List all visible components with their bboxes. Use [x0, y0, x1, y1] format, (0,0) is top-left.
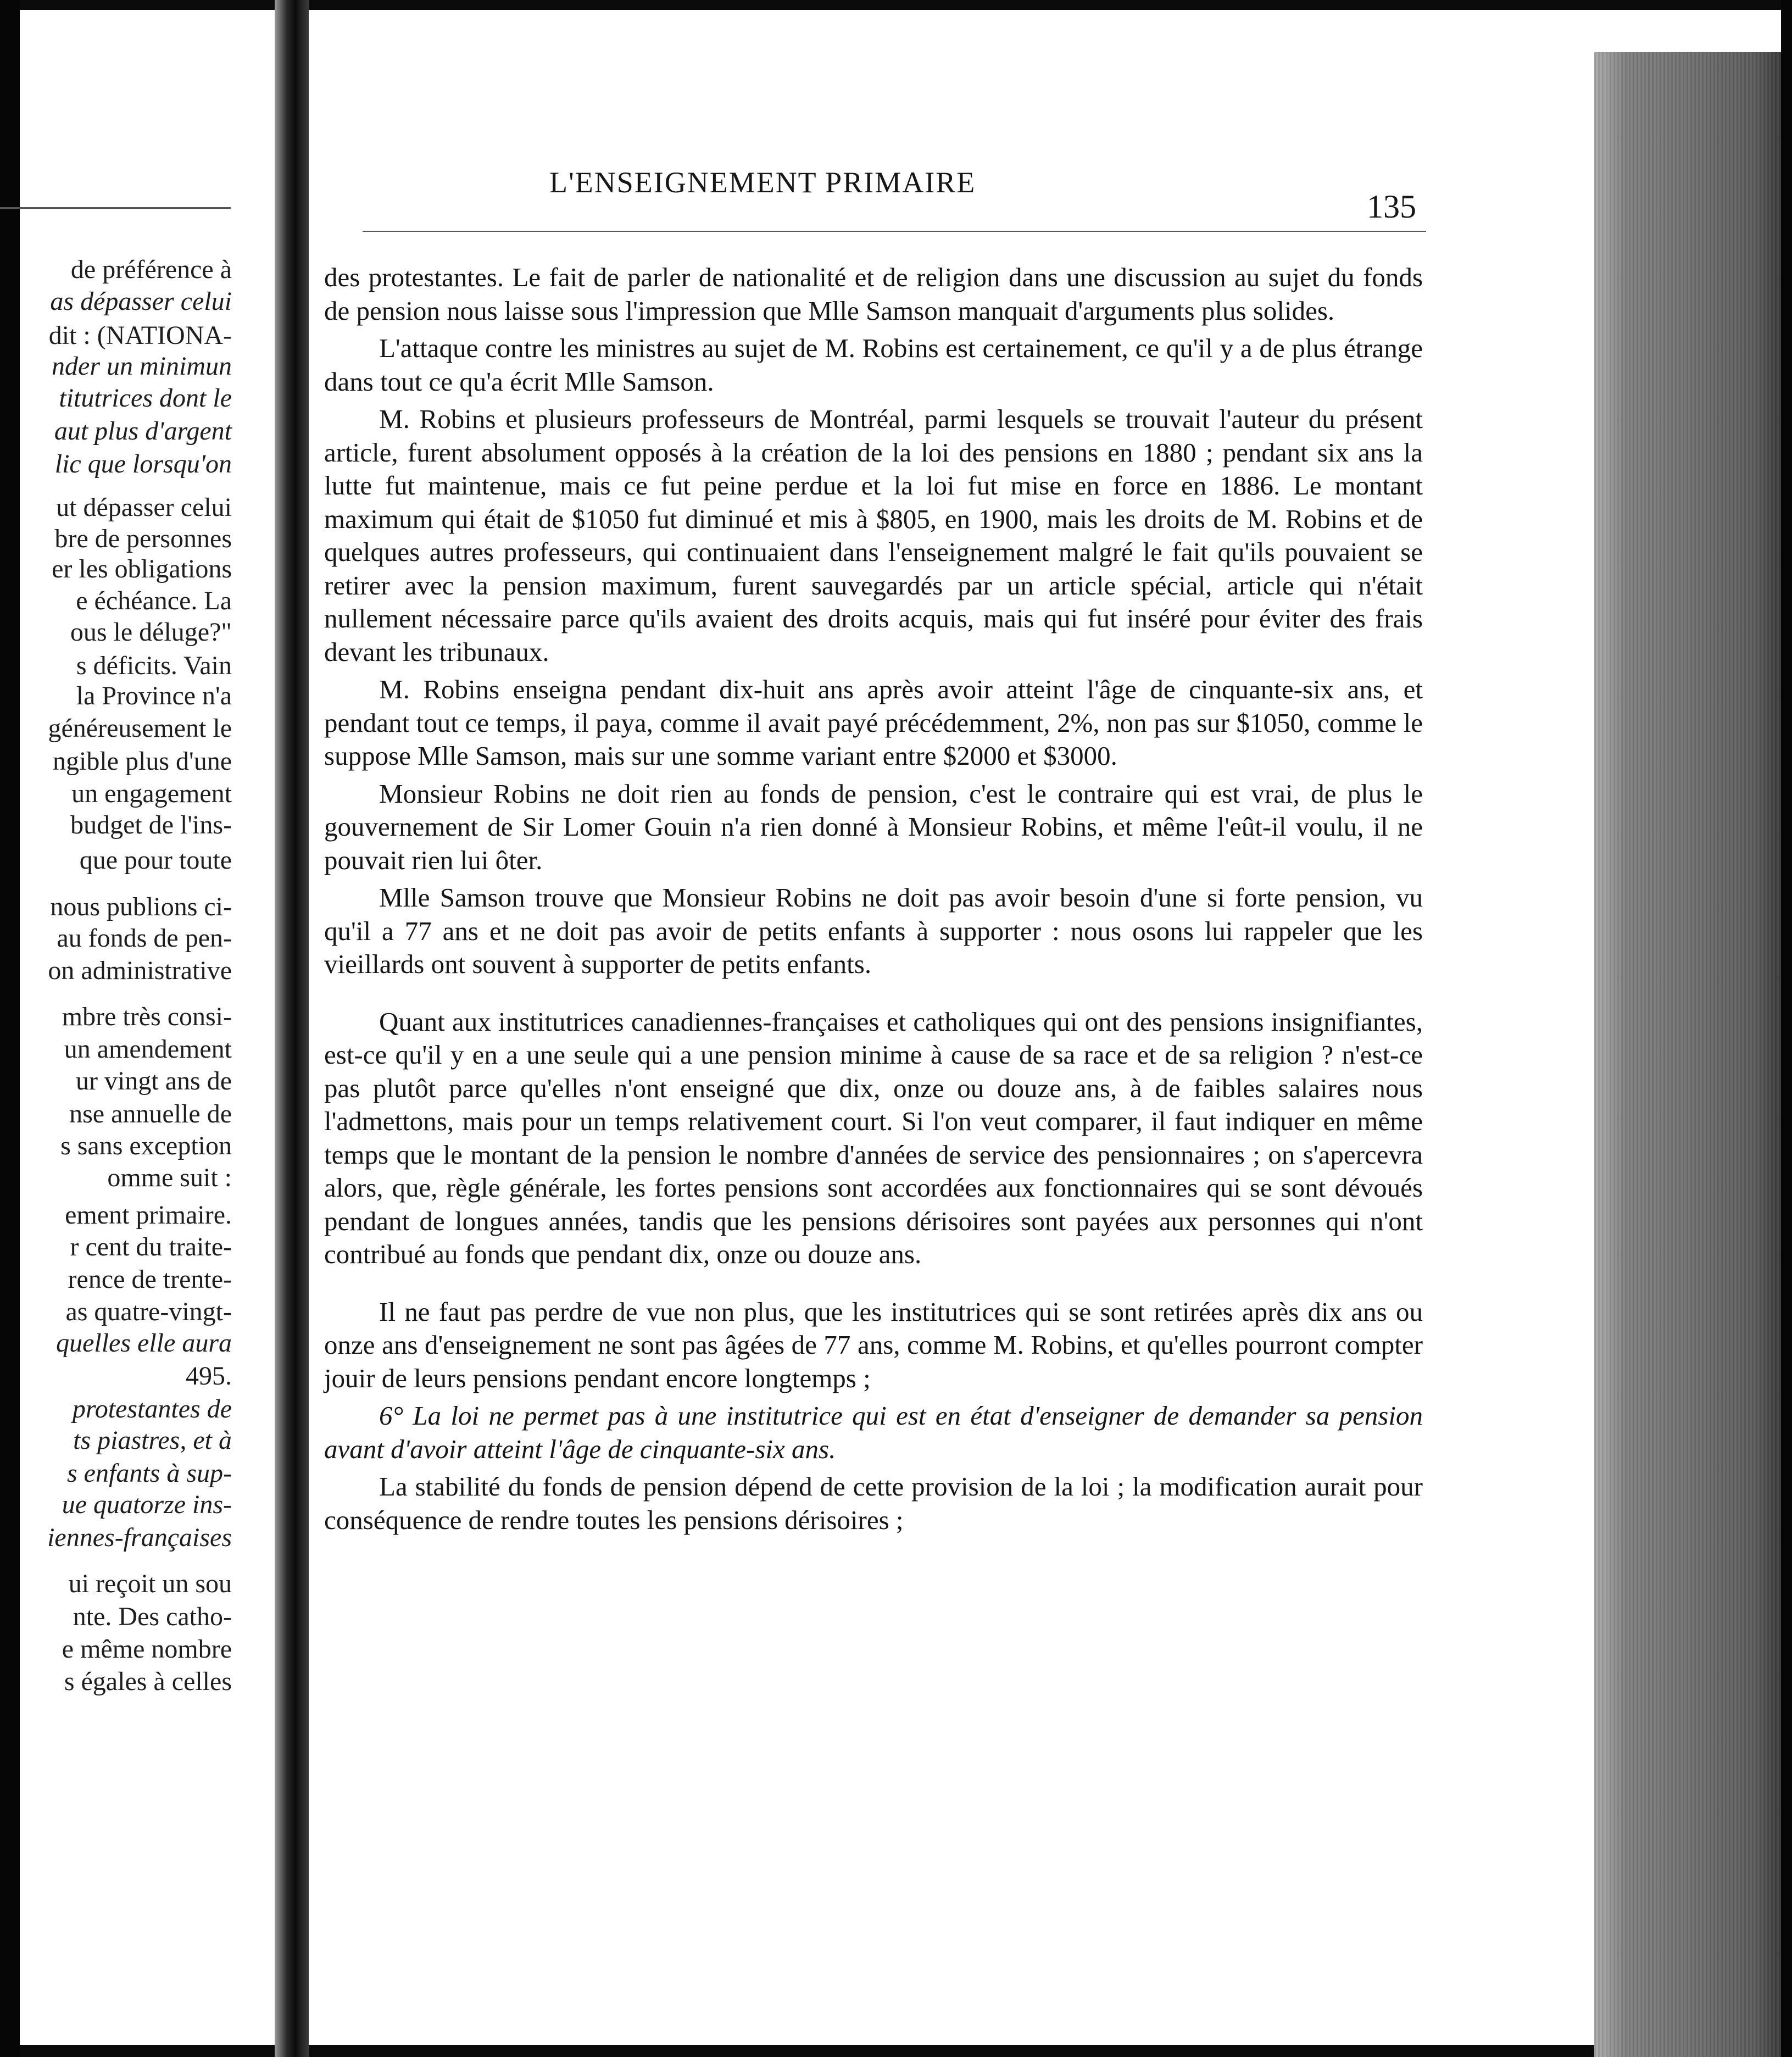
paragraph-dix-huit-ans: M. Robins enseigna pendant dix-huit ans après avoir atteint l'âge de cinquante-six ans, et pendant tout ce temps, il paya, comme il avait payé précédemment, 2%, non pas sur $1050, comme le suppose Mlle Samson, mais sur une somme variant entre $2000 et $3000. — [324, 674, 1423, 771]
facing-page-line: la Province n'a — [76, 681, 232, 710]
facing-page-line: un engagement — [71, 779, 232, 808]
facing-page-line: ts piastres, et à — [73, 1426, 232, 1455]
facing-page-line: que pour toute — [79, 846, 232, 875]
facing-page-line: ngible plus d'une — [53, 747, 232, 776]
facing-page-line: nte. Des catho- — [73, 1602, 232, 1631]
paragraph-article-6: 6° La loi ne permet pas à une institutrice qui est en état d'enseigner de demander sa pension avant d'avoir atteint l'âge de cinquante-six ans. — [324, 1400, 1423, 1464]
facing-page-rule — [0, 207, 231, 209]
facing-page-line: as quatre-vingt- — [65, 1297, 232, 1326]
facing-page-line: dit : (NATIONA- — [48, 321, 232, 350]
facing-page-line: er les obligations — [52, 554, 232, 583]
facing-page-line: nder un minimun — [52, 352, 232, 381]
facing-page-line: ui reçoit un sou — [68, 1569, 232, 1598]
facing-page-line: un amendement — [64, 1035, 232, 1064]
paragraph-perdre-de-vue: Il ne faut pas perdre de vue non plus, que les institutrices qui se sont retirées après dix ans ou onze ans d'enseignement ne sont pas âgées de 77 ans, comme M. Robins, et qu'elles pourront compter jouir de leurs pensions pendant encore longtemps ; — [324, 1296, 1423, 1393]
facing-page-line: protestantes de — [72, 1394, 232, 1424]
facing-page-line: e échéance. La — [76, 586, 232, 615]
facing-page-line: ur vingt ans de — [76, 1066, 232, 1096]
facing-page-line: ue quatorze ins- — [62, 1490, 232, 1519]
facing-page-line: s déficits. Vain — [76, 651, 232, 680]
paragraph-institutrices: Quant aux institutrices canadiennes-françaises et catholiques qui ont des pensions insignifiantes, est-ce qu'il y en a une seule qui a une pension minime à cause de sa race et de sa religion ? n'est-ce pas plutôt parce qu'elles n'ont enseigné que dix, onze ou douze ans, à de faibles salaires nous l'admettons, mais pour un temps relativement court. Si l'on veut comparer, il faut indiquer en même temps que le montant de la pension le nombre d'années de service des pensionnaires ; on s'apercevra alors, que, règle générale, les fortes pensions sont accordées aux fonctionnaires qui se sont dévoués pendant de longues années, tandis que les pensions dérisoires sont payées aux personnes qui n'ont contribué au fonds que pendant dix, onze ou douze ans. — [324, 1006, 1423, 1269]
facing-page-line: budget de l'ins- — [70, 810, 232, 840]
facing-page-line: s égales à celles — [64, 1667, 232, 1696]
facing-page-line: nse annuelle de — [69, 1099, 232, 1128]
facing-page-fragment — [0, 0, 275, 2057]
paragraph-attaque: L'attaque contre les ministres au sujet de M. Robins est certainement, ce qu'il y a de plus étrange dans tout ce qu'a écrit Mlle Samson. — [324, 333, 1423, 397]
page-number: 135 — [1367, 188, 1416, 225]
paragraph-petits-enfants: Mlle Samson trouve que Monsieur Robins ne doit pas avoir besoin d'une si forte pension, vu qu'il a 77 ans et ne doit pas avoir de petits enfants à supporter : nous osons lui rappeler que les vieillards ont souvent à supporter de petits enfants. — [324, 882, 1423, 979]
facing-page-line: titutrices dont le — [59, 383, 232, 413]
facing-page-line: omme suit : — [107, 1163, 232, 1192]
facing-page-line: 495. — [186, 1361, 232, 1391]
facing-page-line: iennes-françaises — [47, 1523, 232, 1552]
facing-page-line: e même nombre — [62, 1635, 232, 1664]
facing-page-line: mbre très consi- — [62, 1002, 232, 1031]
facing-page-line: on administrative — [48, 956, 232, 985]
facing-page-line: s sans exception — [60, 1131, 232, 1160]
facing-page-line: r cent du traite- — [70, 1232, 232, 1261]
running-head-title: L'ENSEIGNEMENT PRIMAIRE — [549, 166, 976, 199]
paragraph-continuation: des protestantes. Le fait de parler de nationalité et de religion dans une discussion au sujet du fonds de pension nous laisse sous l'impression que Mlle Samson manquait d'arguments plus solides. — [324, 262, 1423, 326]
facing-page-line: lic que lorsqu'on — [54, 449, 232, 479]
facing-page-line: rence de trente- — [68, 1265, 232, 1294]
facing-page-line: ement primaire. — [65, 1200, 232, 1230]
facing-page-line: as dépasser celui — [50, 287, 232, 316]
facing-page-line: bre de personnes — [54, 524, 232, 553]
facing-page-line: s enfants à sup- — [67, 1459, 232, 1488]
paragraph-rien-au-fonds: Monsieur Robins ne doit rien au fonds de pension, c'est le contraire qui est vrai, de plus le gouvernement de Sir Lomer Gouin n'a rien donné à Monsieur Robins, et même l'eût-il voulu, il ne pouvait rien lui ôter. — [324, 778, 1423, 875]
facing-page-line: aut plus d'argent — [54, 416, 232, 446]
page-fore-edge — [1594, 52, 1781, 2057]
facing-page-line: nous publions ci- — [50, 892, 232, 921]
facing-page-line: quelles elle aura — [56, 1328, 232, 1358]
page-body — [324, 261, 1423, 1541]
facing-page-line: ut dépasser celui — [56, 493, 232, 522]
book-gutter — [275, 0, 309, 2057]
film-border-right — [1781, 0, 1792, 2057]
facing-page-line: ous le déluge?" — [70, 618, 232, 647]
facing-page-line: au fonds de pen- — [57, 924, 232, 953]
paragraph-stabilite: La stabilité du fonds de pension dépend de cette provision de la loi ; la modification aurait pour conséquence de rendre toutes les pensions dérisoires ; — [324, 1471, 1423, 1535]
facing-page-line: de préférence à — [70, 255, 232, 284]
facing-page-line: généreusement le — [48, 714, 232, 743]
header-rule — [363, 231, 1426, 232]
paragraph-opposition-1880: M. Robins et plusieurs professeurs de Montréal, parmi lesquels se trouvait l'auteur du présent article, furent absolument opposés à la création de la loi des pensions en 1880 ; pendant six ans la lutte fut maintenue, mais ce fut peine perdue et la loi fut mise en force en 1886. Le montant maximum qui était de $1050 fut diminué et mis à $805, en 1900, mais les droits de M. Robins et de quelques autres professeurs, qui continuaient dans l'enseignement malgré le fait qu'ils pouvaient se retirer avec la pension maximum, furent sauvegardés par un article spécial, article qui n'était nullement nécessaire parce qu'ils avaient des droits acquis, mais qui fut inséré pour éviter des frais devant les tribunaux. — [324, 404, 1423, 667]
